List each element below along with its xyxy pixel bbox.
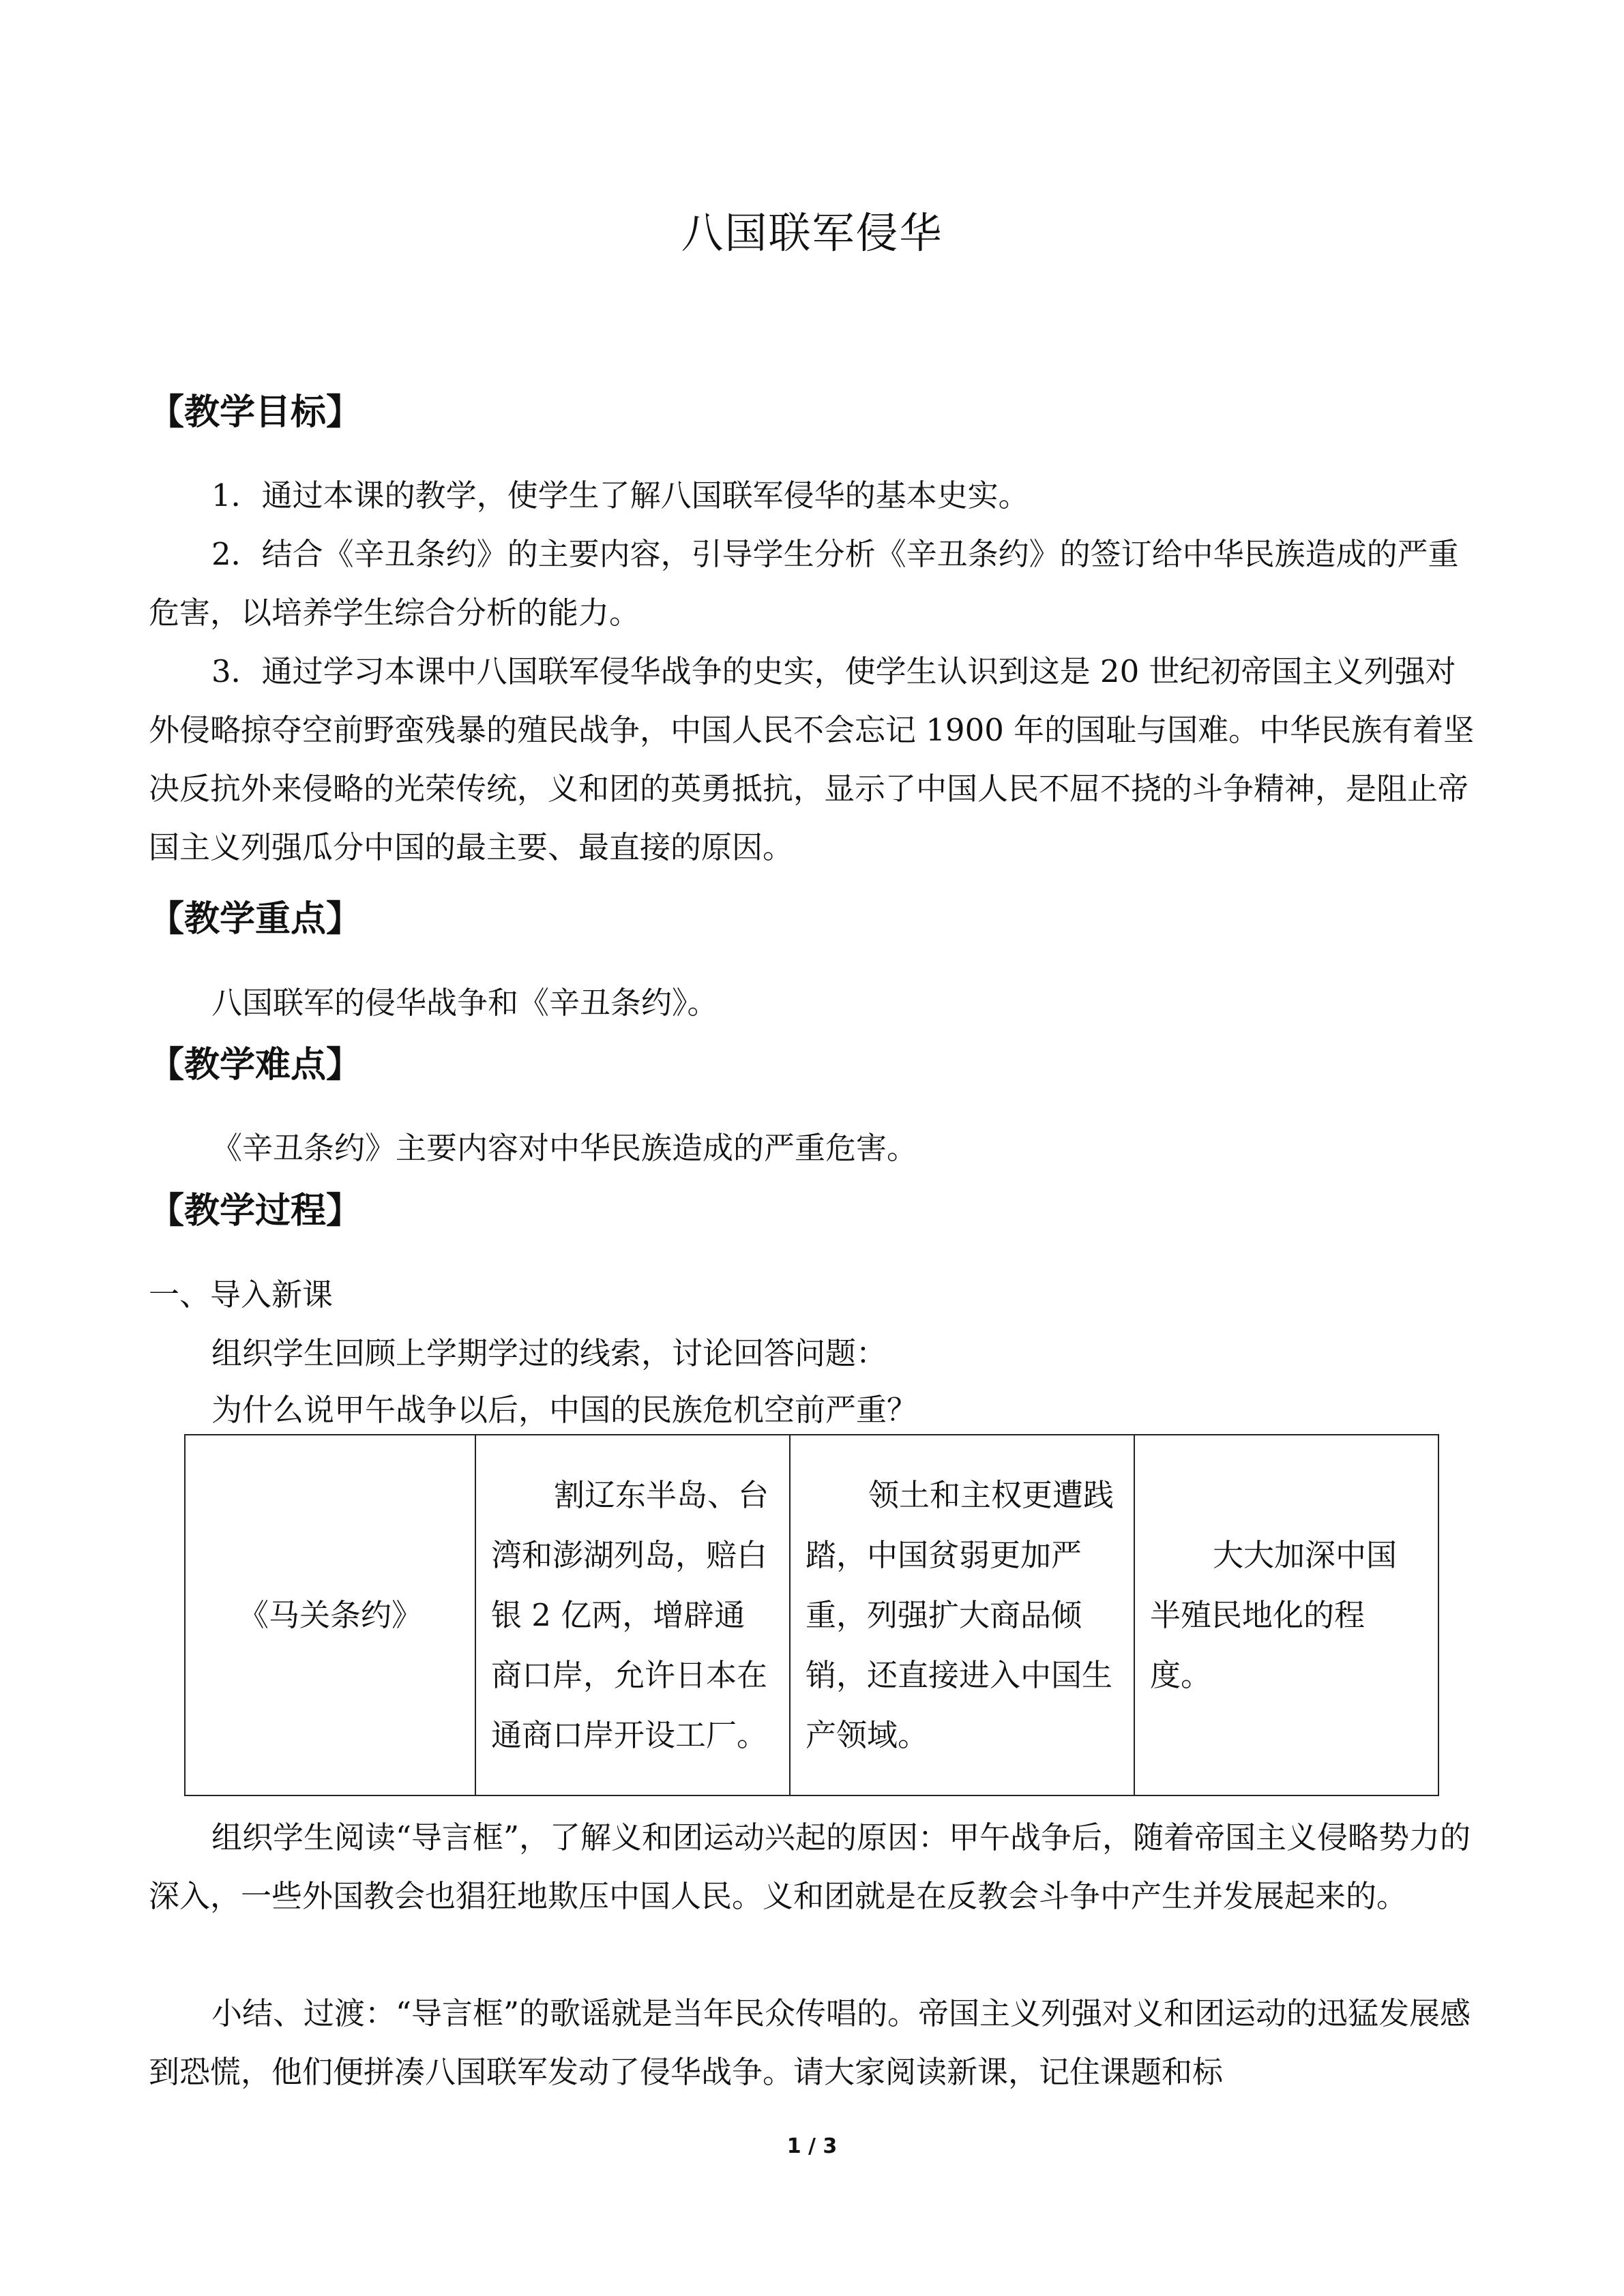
page-title: 八国联军侵华 [681,208,943,258]
treaty-comparison-table [184,1434,1439,1796]
page-number: 1 / 3 [786,2134,838,2158]
heading-process: 【教学过程】 [149,1191,362,1232]
objective-item-3: 3．通过学习本课中八国联军侵华战争的史实，使学生认识到这是 20 世纪初帝国主义列强对外侵略掠夺空前野蛮残暴的殖民战争，中国人民不会忘记 1900 年的国耻与国难。中华民族有着坚决反抗外来侵略的光荣传统，义和团的英勇抵抗，显示了中国人民不屈不挠的斗争精神，是阻止帝国主义列强瓜分中国的最主要、最直接的原因。 [149,653,1475,865]
table-cell-effect: 领土和主权更遭践踏，中国贫弱更加严重，列强扩大商品倾销，还直接进入中国生产领域。 [790,1435,1134,1795]
process-paragraph-1: 组织学生回顾上学期学过的线索，讨论回答问题： [211,1335,887,1371]
process-paragraph-4: 小结、过渡：“导言框”的歌谣就是当年民众传唱的。帝国主义列强对义和团运动的迅猛发展感到恐慌，他们便拼凑八国联军发动了侵华战争。请大家阅读新课，记住课题和标 [149,1995,1471,2090]
table-cell-result: 大大加深中国半殖民地化的程度。 [1134,1435,1438,1795]
heading-key-points: 【教学重点】 [149,899,362,940]
process-paragraph-3: 组织学生阅读“导言框”，了解义和团运动兴起的原因：甲午战争后，随着帝国主义侵略势力的深入，一些外国教会也猖狂地欺压中国人民。义和团就是在反教会斗争中产生并发展起来的。 [149,1819,1471,1914]
table-row [185,1435,1438,1795]
process-subheading-intro: 一、导入新课 [149,1277,334,1313]
objective-item-1: 1．通过本课的教学，使学生了解八国联军侵华的基本史实。 [211,477,1029,513]
difficulties-text: 《辛丑条约》主要内容对中华民族造成的严重危害。 [211,1130,918,1166]
table-cell-terms: 割辽东半岛、台湾和澎湖列岛，赔白银 2 亿两，增辟通商口岸，允许日本在通商口岸开设工厂。 [475,1435,790,1795]
process-paragraph-2: 为什么说甲午战争以后，中国的民族危机空前严重？ [211,1392,918,1428]
key-points-text: 八国联军的侵华战争和《辛丑条约》。 [211,985,718,1021]
heading-difficulties: 【教学难点】 [149,1045,362,1086]
table-cell-treaty: 《马关条约》 [185,1435,475,1795]
heading-objectives: 【教学目标】 [149,392,362,433]
objective-item-2: 2．结合《辛丑条约》的主要内容，引导学生分析《辛丑条约》的签订给中华民族造成的严重危害，以培养学生综合分析的能力。 [149,536,1459,631]
